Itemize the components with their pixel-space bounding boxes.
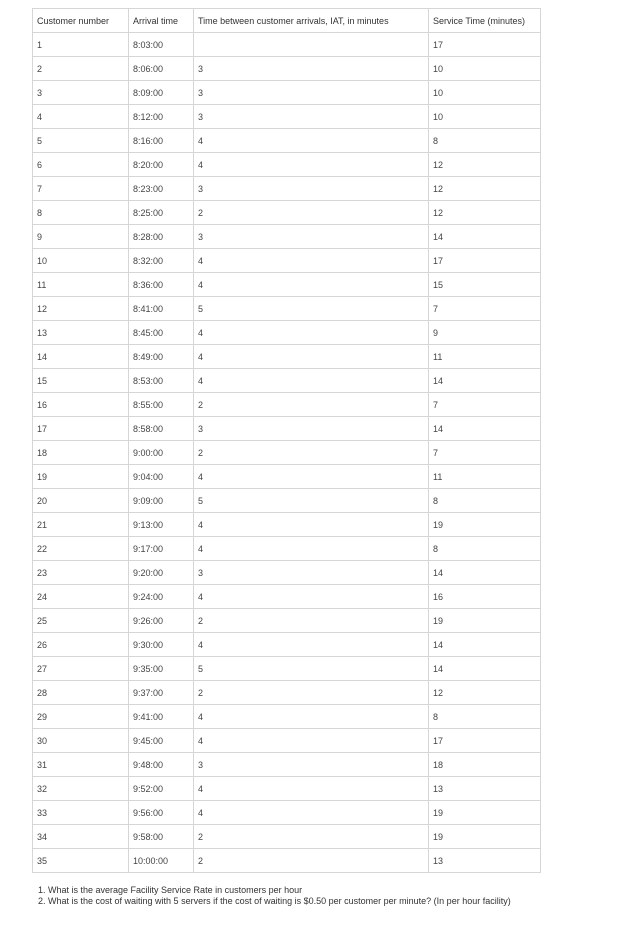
customer-number-cell: 23: [33, 561, 129, 585]
arrival-time-cell: 8:20:00: [129, 153, 194, 177]
iat-cell: 4: [194, 129, 429, 153]
customer-number-cell: 28: [33, 681, 129, 705]
table-row: [33, 561, 541, 585]
arrival-time-cell: 9:30:00: [129, 633, 194, 657]
iat-cell: 4: [194, 273, 429, 297]
arrival-time-cell: 8:16:00: [129, 129, 194, 153]
service-time-cell: 14: [429, 561, 541, 585]
iat-cell: 4: [194, 513, 429, 537]
iat-cell: 4: [194, 153, 429, 177]
arrival-time-cell: 8:09:00: [129, 81, 194, 105]
service-time-cell: 16: [429, 585, 541, 609]
service-time-cell: 14: [429, 225, 541, 249]
service-time-cell: 12: [429, 681, 541, 705]
iat-cell: 4: [194, 321, 429, 345]
iat-cell: 4: [194, 585, 429, 609]
arrival-time-cell: 8:36:00: [129, 273, 194, 297]
service-time-cell: 17: [429, 249, 541, 273]
iat-cell: 3: [194, 57, 429, 81]
service-time-cell: 8: [429, 129, 541, 153]
arrival-time-cell: 9:26:00: [129, 609, 194, 633]
arrival-time-cell: 9:13:00: [129, 513, 194, 537]
iat-cell: 2: [194, 393, 429, 417]
customer-number-cell: 12: [33, 297, 129, 321]
service-time-cell: 18: [429, 753, 541, 777]
customer-number-cell: 30: [33, 729, 129, 753]
table-row: [33, 105, 541, 129]
arrival-time-cell: 8:53:00: [129, 369, 194, 393]
arrival-time-cell: 9:45:00: [129, 729, 194, 753]
table-row: [33, 681, 541, 705]
arrival-time-cell: 8:32:00: [129, 249, 194, 273]
table-row: [33, 585, 541, 609]
service-time-cell: 13: [429, 849, 541, 873]
service-time-cell: 19: [429, 825, 541, 849]
arrival-time-cell: 8:03:00: [129, 33, 194, 57]
arrival-time-cell: 8:49:00: [129, 345, 194, 369]
service-time-cell: 14: [429, 633, 541, 657]
table-row: [33, 33, 541, 57]
arrival-time-cell: 8:12:00: [129, 105, 194, 129]
header-iat: Time between customer arrivals, IAT, in minutes: [194, 9, 429, 33]
service-time-cell: 7: [429, 297, 541, 321]
table-row: [33, 393, 541, 417]
customer-number-cell: 17: [33, 417, 129, 441]
arrival-time-cell: 8:45:00: [129, 321, 194, 345]
customer-number-cell: 14: [33, 345, 129, 369]
customer-number-cell: 24: [33, 585, 129, 609]
customer-number-cell: 22: [33, 537, 129, 561]
customer-number-cell: 27: [33, 657, 129, 681]
customer-number-cell: 4: [33, 105, 129, 129]
customer-number-cell: 3: [33, 81, 129, 105]
question-1: 1. What is the average Facility Service Rate in customers per hour: [38, 885, 303, 895]
customer-number-cell: 33: [33, 801, 129, 825]
customer-arrival-table: [32, 8, 541, 873]
customer-number-cell: 9: [33, 225, 129, 249]
table-header: [33, 9, 541, 33]
arrival-time-cell: 9:17:00: [129, 537, 194, 561]
table-row: [33, 81, 541, 105]
arrival-time-cell: 9:41:00: [129, 705, 194, 729]
customer-number-cell: 29: [33, 705, 129, 729]
table-row: [33, 249, 541, 273]
customer-number-cell: 32: [33, 777, 129, 801]
table-row: [33, 513, 541, 537]
service-time-cell: 13: [429, 777, 541, 801]
iat-cell: 3: [194, 81, 429, 105]
table-row: [33, 417, 541, 441]
table-row: [33, 369, 541, 393]
customer-number-cell: 13: [33, 321, 129, 345]
arrival-time-cell: 8:58:00: [129, 417, 194, 441]
arrival-time-cell: 9:52:00: [129, 777, 194, 801]
iat-cell: 2: [194, 825, 429, 849]
arrival-time-cell: 9:58:00: [129, 825, 194, 849]
iat-cell: 4: [194, 369, 429, 393]
table-row: [33, 801, 541, 825]
service-time-cell: 19: [429, 609, 541, 633]
arrival-time-cell: 9:48:00: [129, 753, 194, 777]
service-time-cell: 10: [429, 57, 541, 81]
customer-number-cell: 35: [33, 849, 129, 873]
arrival-time-cell: 9:00:00: [129, 441, 194, 465]
iat-cell: 5: [194, 489, 429, 513]
service-time-cell: 12: [429, 201, 541, 225]
customer-number-cell: 25: [33, 609, 129, 633]
arrival-time-cell: 9:09:00: [129, 489, 194, 513]
service-time-cell: 11: [429, 345, 541, 369]
iat-cell: 3: [194, 105, 429, 129]
iat-cell: 4: [194, 633, 429, 657]
iat-cell: 2: [194, 609, 429, 633]
table-row: [33, 201, 541, 225]
iat-cell: 4: [194, 249, 429, 273]
customer-number-cell: 2: [33, 57, 129, 81]
customer-number-cell: 15: [33, 369, 129, 393]
header-customer-number: Customer number: [33, 9, 129, 33]
customer-number-cell: 1: [33, 33, 129, 57]
iat-cell: 2: [194, 201, 429, 225]
iat-cell: 4: [194, 345, 429, 369]
service-time-cell: 19: [429, 513, 541, 537]
arrival-time-cell: 9:35:00: [129, 657, 194, 681]
customer-number-cell: 6: [33, 153, 129, 177]
service-time-cell: 12: [429, 177, 541, 201]
arrival-time-cell: 9:37:00: [129, 681, 194, 705]
table-row: [33, 657, 541, 681]
service-time-cell: 14: [429, 657, 541, 681]
arrival-time-cell: 10:00:00: [129, 849, 194, 873]
table-row: [33, 465, 541, 489]
arrival-time-cell: 9:20:00: [129, 561, 194, 585]
arrival-time-cell: 9:24:00: [129, 585, 194, 609]
header-service-time: Service Time (minutes): [429, 9, 541, 33]
service-time-cell: 8: [429, 705, 541, 729]
table-row: [33, 153, 541, 177]
customer-number-cell: 11: [33, 273, 129, 297]
service-time-cell: 11: [429, 465, 541, 489]
table-row: [33, 609, 541, 633]
iat-cell: 4: [194, 705, 429, 729]
service-time-cell: 7: [429, 441, 541, 465]
service-time-cell: 17: [429, 33, 541, 57]
iat-cell: 4: [194, 465, 429, 489]
table-row: [33, 345, 541, 369]
iat-cell: 3: [194, 561, 429, 585]
table-row: [33, 705, 541, 729]
table-row: [33, 777, 541, 801]
iat-cell: 2: [194, 441, 429, 465]
customer-number-cell: 34: [33, 825, 129, 849]
iat-cell: 4: [194, 801, 429, 825]
customer-number-cell: 19: [33, 465, 129, 489]
iat-cell: 4: [194, 537, 429, 561]
table-row: [33, 489, 541, 513]
arrival-time-cell: 9:04:00: [129, 465, 194, 489]
arrival-time-cell: 8:23:00: [129, 177, 194, 201]
iat-cell: 4: [194, 729, 429, 753]
table-row: [33, 729, 541, 753]
service-time-cell: 9: [429, 321, 541, 345]
service-time-cell: 17: [429, 729, 541, 753]
table-row: [33, 129, 541, 153]
service-time-cell: 15: [429, 273, 541, 297]
customer-number-cell: 8: [33, 201, 129, 225]
arrival-time-cell: 8:41:00: [129, 297, 194, 321]
table-row: [33, 441, 541, 465]
customer-number-cell: 16: [33, 393, 129, 417]
iat-cell: 2: [194, 849, 429, 873]
iat-cell: 3: [194, 225, 429, 249]
arrival-time-cell: 8:25:00: [129, 201, 194, 225]
table-row: [33, 321, 541, 345]
table-row: [33, 849, 541, 873]
iat-cell: 5: [194, 297, 429, 321]
table-row: [33, 225, 541, 249]
iat-cell: 3: [194, 753, 429, 777]
customer-number-cell: 26: [33, 633, 129, 657]
iat-cell: [194, 33, 429, 57]
customer-number-cell: 21: [33, 513, 129, 537]
table-row: [33, 753, 541, 777]
table-row: [33, 825, 541, 849]
customer-number-cell: 10: [33, 249, 129, 273]
questions-block: [38, 885, 633, 906]
table-row: [33, 57, 541, 81]
service-time-cell: 19: [429, 801, 541, 825]
table-row: [33, 297, 541, 321]
customer-number-cell: 18: [33, 441, 129, 465]
table-row: [33, 537, 541, 561]
service-time-cell: 10: [429, 81, 541, 105]
arrival-time-cell: 9:56:00: [129, 801, 194, 825]
iat-cell: 3: [194, 417, 429, 441]
arrival-time-cell: 8:06:00: [129, 57, 194, 81]
table-row: [33, 633, 541, 657]
arrival-time-cell: 8:55:00: [129, 393, 194, 417]
service-time-cell: 12: [429, 153, 541, 177]
iat-cell: 3: [194, 177, 429, 201]
customer-number-cell: 5: [33, 129, 129, 153]
service-time-cell: 14: [429, 417, 541, 441]
data-table-container: [32, 8, 541, 873]
customer-number-cell: 7: [33, 177, 129, 201]
customer-number-cell: 20: [33, 489, 129, 513]
iat-cell: 2: [194, 681, 429, 705]
iat-cell: 5: [194, 657, 429, 681]
service-time-cell: 8: [429, 537, 541, 561]
table-body: [33, 33, 541, 873]
service-time-cell: 10: [429, 105, 541, 129]
table-row: [33, 273, 541, 297]
header-arrival-time: Arrival time: [129, 9, 194, 33]
service-time-cell: 8: [429, 489, 541, 513]
service-time-cell: 14: [429, 369, 541, 393]
customer-number-cell: 31: [33, 753, 129, 777]
arrival-time-cell: 8:28:00: [129, 225, 194, 249]
iat-cell: 4: [194, 777, 429, 801]
table-row: [33, 177, 541, 201]
service-time-cell: 7: [429, 393, 541, 417]
question-2: 2. What is the cost of waiting with 5 servers if the cost of waiting is $0.50 per customer per minute? (In per hour facility): [38, 895, 511, 906]
header-row: [33, 9, 541, 33]
